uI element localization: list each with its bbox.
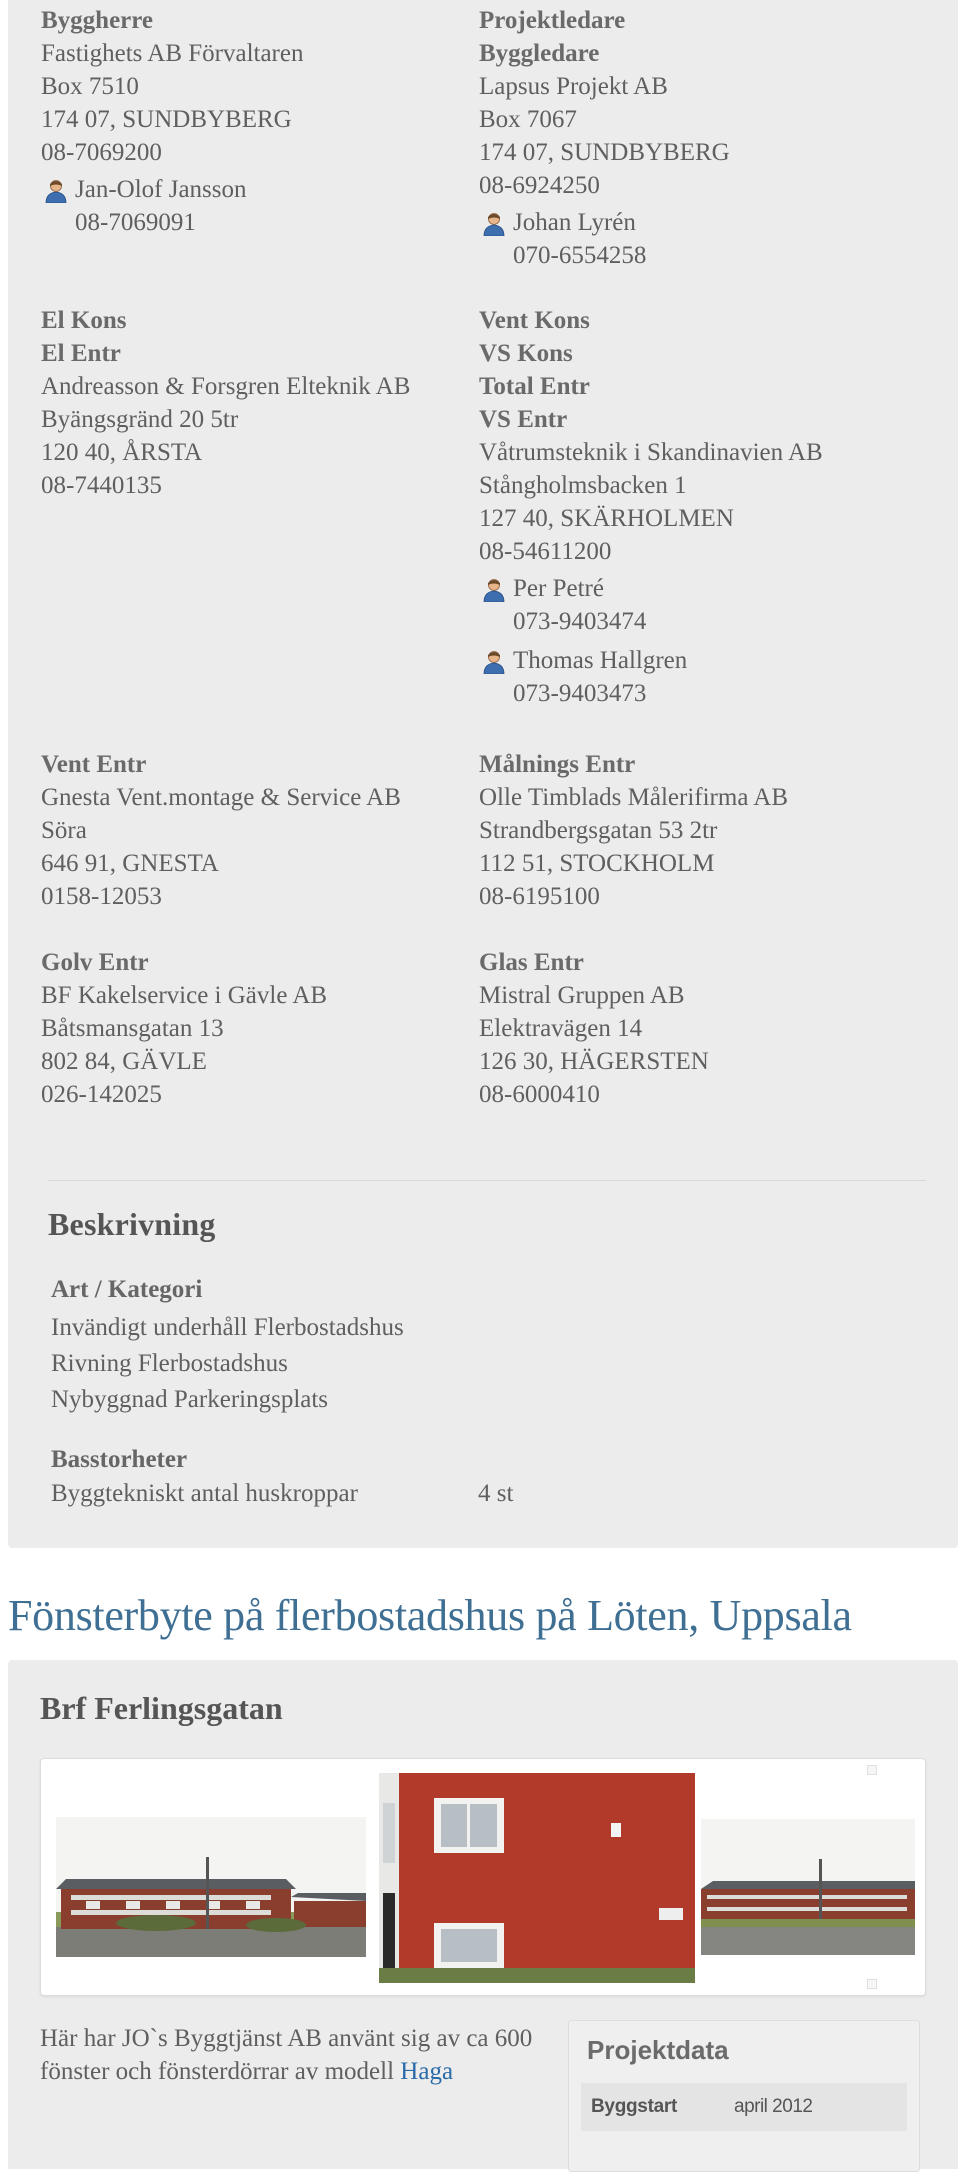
gallery-nav-dot[interactable] xyxy=(867,1979,877,1989)
byggstart-label: Byggstart xyxy=(591,2096,677,2117)
contact-golv xyxy=(41,946,471,1111)
person-phone: 070-6554258 xyxy=(513,242,647,269)
building-photo-icon xyxy=(701,1819,915,1955)
postal-line: 174 07, SUNDBYBERG xyxy=(41,106,292,133)
contact-person xyxy=(41,173,471,239)
postal-line: 120 40, ÅRSTA xyxy=(41,439,203,466)
project-title-link[interactable]: Fönsterbyte på flerbostadshus på Löten, Uppsala xyxy=(8,1591,852,1640)
image-gallery[interactable] xyxy=(40,1758,926,1996)
client-name: Brf Ferlingsgatan xyxy=(40,1690,283,1726)
contact-projektledare xyxy=(479,4,909,272)
person-name: Thomas Hallgren xyxy=(513,647,688,674)
category-list xyxy=(51,1310,404,1418)
basstorhet-value: 4 st xyxy=(478,1480,514,1507)
beskrivning-heading: Beskrivning xyxy=(48,1206,216,1242)
person-icon xyxy=(483,578,505,602)
role-label: VS Entr xyxy=(479,406,568,433)
role-label: VS Kons xyxy=(479,340,573,367)
basstorheter-heading: Basstorheter xyxy=(51,1446,188,1473)
contact-person xyxy=(479,572,909,638)
person-icon xyxy=(483,212,505,236)
contact-malning xyxy=(479,748,909,913)
address-line: Söra xyxy=(41,817,87,844)
role-label: Vent Entr xyxy=(41,751,147,778)
category-item: Nybyggnad Parkeringsplats xyxy=(51,1386,329,1413)
company-name: Fastighets AB Förvaltaren xyxy=(41,40,304,67)
company-name: Gnesta Vent.montage & Service AB xyxy=(41,784,401,811)
address-line: Box 7510 xyxy=(41,73,139,100)
contacts-panel xyxy=(8,0,958,1548)
phone-line: 08-7069200 xyxy=(41,139,162,166)
postal-line: 646 91, GNESTA xyxy=(41,850,219,877)
role-label: El Entr xyxy=(41,340,121,367)
role-label: Målnings Entr xyxy=(479,751,636,778)
role-label: Byggledare xyxy=(479,40,600,67)
art-kategori-heading: Art / Kategori xyxy=(51,1276,203,1303)
postal-line: 174 07, SUNDBYBERG xyxy=(479,139,730,166)
postal-line: 127 40, SKÄRHOLMEN xyxy=(479,505,734,532)
address-line: Elektravägen 14 xyxy=(479,1015,643,1042)
person-icon xyxy=(45,179,67,203)
project-intro xyxy=(40,2022,550,2088)
projektdata-box xyxy=(568,2020,920,2172)
person-icon xyxy=(483,650,505,674)
brick-wall-photo-icon xyxy=(379,1773,695,1983)
person-name: Johan Lyrén xyxy=(513,209,636,236)
address-line: Båtsmansgatan 13 xyxy=(41,1015,224,1042)
role-label: Projektledare xyxy=(479,7,626,34)
phone-line: 08-6924250 xyxy=(479,172,600,199)
company-name: BF Kakelservice i Gävle AB xyxy=(41,982,328,1009)
intro-text: Här har JO`s Byggtjänst AB använt sig av ca 600 fönster och fönsterdörrar av modell xyxy=(40,2025,533,2085)
phone-line: 08-6195100 xyxy=(479,883,600,910)
company-name: Andreasson & Forsgren Elteknik AB xyxy=(41,373,411,400)
address-line: Box 7067 xyxy=(479,106,577,133)
basstorhet-label: Byggtekniskt antal huskroppar xyxy=(51,1480,358,1507)
gallery-photo-1[interactable] xyxy=(56,1817,366,1957)
building-photo-icon xyxy=(56,1817,366,1957)
phone-line: 08-7440135 xyxy=(41,472,162,499)
address-line: Stångholmsbacken 1 xyxy=(479,472,687,499)
postal-line: 126 30, HÄGERSTEN xyxy=(479,1048,709,1075)
person-phone: 073-9403473 xyxy=(513,680,647,707)
phone-line: 0158-12053 xyxy=(41,883,162,910)
address-line: Byängsgränd 20 5tr xyxy=(41,406,239,433)
company-name: Mistral Gruppen AB xyxy=(479,982,685,1009)
person-phone: 073-9403474 xyxy=(513,608,647,635)
role-label: El Kons xyxy=(41,307,127,334)
role-label: Total Entr xyxy=(479,373,590,400)
role-label: Golv Entr xyxy=(41,949,149,976)
gallery-nav-dot[interactable] xyxy=(867,1765,877,1775)
role-label: Vent Kons xyxy=(479,307,590,334)
contact-vs xyxy=(479,304,909,710)
person-name: Jan-Olof Jansson xyxy=(75,176,247,203)
section-divider xyxy=(48,1180,926,1181)
model-link[interactable]: Haga xyxy=(400,2058,454,2085)
phone-line: 026-142025 xyxy=(41,1081,162,1108)
contact-el xyxy=(41,304,471,502)
category-item: Rivning Flerbostadshus xyxy=(51,1350,288,1377)
phone-line: 08-54611200 xyxy=(479,538,612,565)
person-phone: 08-7069091 xyxy=(75,209,196,236)
company-name: Lapsus Projekt AB xyxy=(479,73,668,100)
person-name: Per Petré xyxy=(513,575,604,602)
postal-line: 112 51, STOCKHOLM xyxy=(479,850,715,877)
byggstart-value: april 2012 xyxy=(734,2096,813,2117)
contact-byggherre xyxy=(41,4,471,239)
contact-person xyxy=(479,206,909,272)
address-line: Strandbergsgatan 53 2tr xyxy=(479,817,718,844)
role-label: Byggherre xyxy=(41,7,154,34)
postal-line: 802 84, GÄVLE xyxy=(41,1048,207,1075)
company-name: Olle Timblads Målerifirma AB xyxy=(479,784,789,811)
contact-vent xyxy=(41,748,471,913)
gallery-photo-2[interactable] xyxy=(379,1773,695,1983)
phone-line: 08-6000410 xyxy=(479,1081,600,1108)
contact-person xyxy=(479,644,909,710)
contact-glas xyxy=(479,946,909,1111)
projektdata-row xyxy=(581,2083,907,2131)
company-name: Våtrumsteknik i Skandinavien AB xyxy=(479,439,823,466)
category-item: Invändigt underhåll Flerbostadshus xyxy=(51,1314,404,1341)
gallery-photo-3[interactable] xyxy=(701,1819,915,1955)
projektdata-title: Projektdata xyxy=(587,2035,729,2065)
role-label: Glas Entr xyxy=(479,949,584,976)
